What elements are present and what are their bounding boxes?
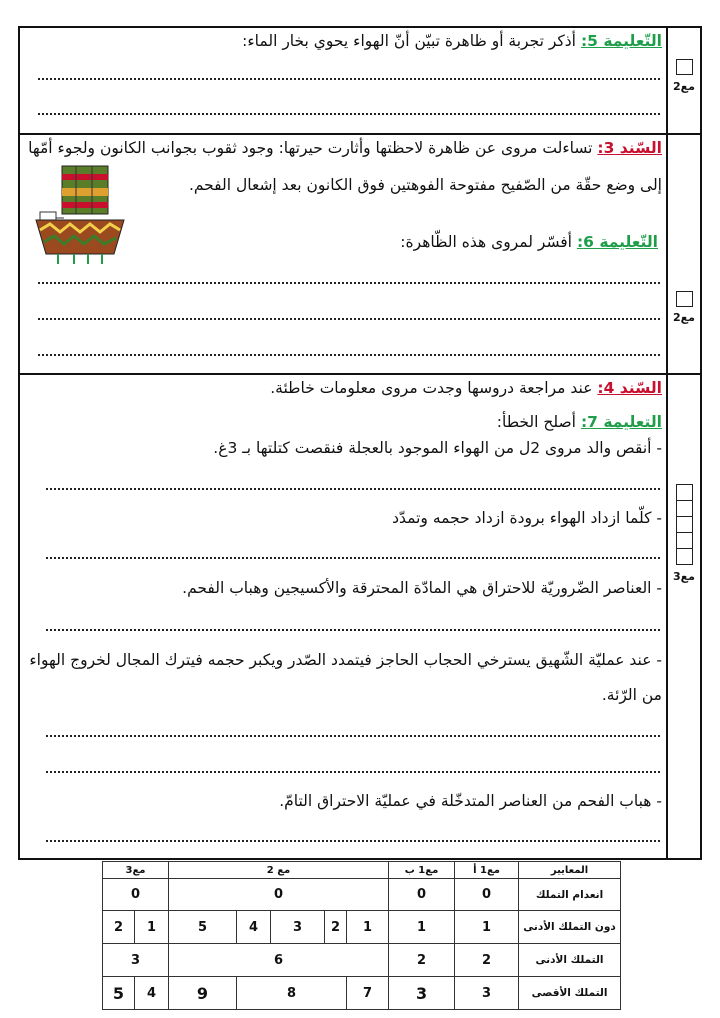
cell-c2: 0 [169,879,389,911]
document-3-line2: إلى وضع حقّة من الصّفيح مفتوحة الفوهتين فوق الكانون بعد إشعال الفحم. [188,176,662,194]
error-item-4-continued: من الرّئة. [601,686,662,704]
instruction-5-text: أذكر تجربة أو ظاهرة تبيّن أنّ الهواء يحوي بخار الماء: [242,32,576,50]
cell-c2: 9 [169,977,237,1010]
row-label: التملك الأدنى [519,944,621,977]
answer-line[interactable] [38,354,660,356]
cell-c3: 2 [103,911,135,944]
instruction-7 [497,413,662,431]
error-item-3: - العناصر الضّروريّة للاحتراق هي المادّة المحترقة والأكسيجين وهباب الفحم. [182,579,662,597]
instruction-6-label: التّعليمة 6: [576,233,658,251]
grade-checkbox[interactable] [676,516,693,533]
cell-c1b: 0 [389,879,455,911]
criterion-mark: مع3 [673,570,695,583]
cell-c1a: 3 [455,977,519,1010]
cell-c3: 0 [103,879,169,911]
grade-checkbox[interactable] [676,548,693,565]
criteria-table [102,861,621,1010]
answer-line[interactable] [38,318,660,320]
cell-c1b: 2 [389,944,455,977]
section-divider-1 [18,133,702,135]
grade-checkbox[interactable] [676,484,693,501]
document-4 [270,379,662,397]
instruction-6 [400,233,658,251]
kanoun-brazier-illustration [30,160,130,268]
error-item-5: - هباب الفحم من العناصر المتدخّلة في عمليّة الاحتراق التامّ. [279,792,662,810]
table-header-row [103,862,621,879]
instruction-5-label: التّعليمة 5: [580,32,662,50]
cell-c1b: 3 [389,977,455,1010]
answer-line[interactable] [46,771,660,773]
grade-checkbox[interactable] [676,291,693,307]
answer-line[interactable] [46,735,660,737]
instruction-7-label: التعليمة 7: [580,413,662,431]
header-c1a: مع1 أ [455,862,519,879]
row-label: دون التملك الأدنى [519,911,621,944]
cell-c3: 5 [103,977,135,1010]
table-row [103,944,621,977]
table-row [103,977,621,1010]
document-4-text: عند مراجعة دروسها وجدت مروى معلومات خاطئة. [270,379,593,397]
cell-c2: 8 [237,977,347,1010]
cell-c2: 5 [169,911,237,944]
cell-c1a: 0 [455,879,519,911]
section-divider-2 [18,373,702,375]
answer-line[interactable] [46,629,660,631]
error-item-4: - عند عمليّة الشّهيق يسترخي الحجاب الحاجز فيتمدد الصّدر ويكبر حجمه فيترك المجال لخروج الهواء [29,651,662,669]
answer-line[interactable] [38,282,660,284]
instruction-7-text: أصلح الخطأ: [496,413,576,431]
error-item-1: - أنقص والد مروى 2ل من الهواء الموجود بالعجلة فنقصت كتلتها بـ 3غ. [213,439,662,457]
answer-line[interactable] [38,78,660,80]
cell-c2: 6 [169,944,389,977]
header-c2: مع 2 [169,862,389,879]
document-3-line1: تساءلت مروى عن ظاهرة لاحظتها وأثارت حيرتها: وجود ثقوب بجوانب الكانون ولجوء أمّها [28,139,593,157]
cell-c1a: 1 [455,911,519,944]
criterion-mark: مع2 [673,80,695,93]
answer-line[interactable] [46,557,660,559]
cell-c2: 7 [347,977,389,1010]
table-row [103,879,621,911]
header-criteria: المعايير [519,862,621,879]
row-label: انعدام التملك [519,879,621,911]
grade-checkbox[interactable] [676,532,693,549]
error-item-2: - كلّما ازداد الهواء برودة ازداد حجمه وتمدّد [392,509,662,527]
document-4-label: السّند 4: [597,379,662,397]
answer-line[interactable] [38,113,660,115]
document-3 [28,139,662,157]
document-3-label: السّند 3: [597,139,662,157]
grade-checkbox[interactable] [676,59,693,75]
cell-c2: 2 [325,911,347,944]
cell-c3: 3 [103,944,169,977]
cell-c2: 3 [271,911,325,944]
answer-line[interactable] [46,840,660,842]
marks-column-divider [666,26,668,860]
header-c1b: مع1 ب [389,862,455,879]
cell-c3: 4 [135,977,169,1010]
instruction-5 [242,32,662,50]
answer-line[interactable] [46,488,660,490]
header-c3: مع3 [103,862,169,879]
cell-c3: 1 [135,911,169,944]
cell-c2: 1 [347,911,389,944]
instruction-6-text: أفسّر لمروى هذه الظّاهرة: [400,233,572,251]
table-row [103,911,621,944]
grade-checkbox[interactable] [676,500,693,517]
cell-c1a: 2 [455,944,519,977]
cell-c1b: 1 [389,911,455,944]
criterion-mark: مع2 [673,311,695,324]
row-label: التملك الأقصى [519,977,621,1010]
cell-c2: 4 [237,911,271,944]
